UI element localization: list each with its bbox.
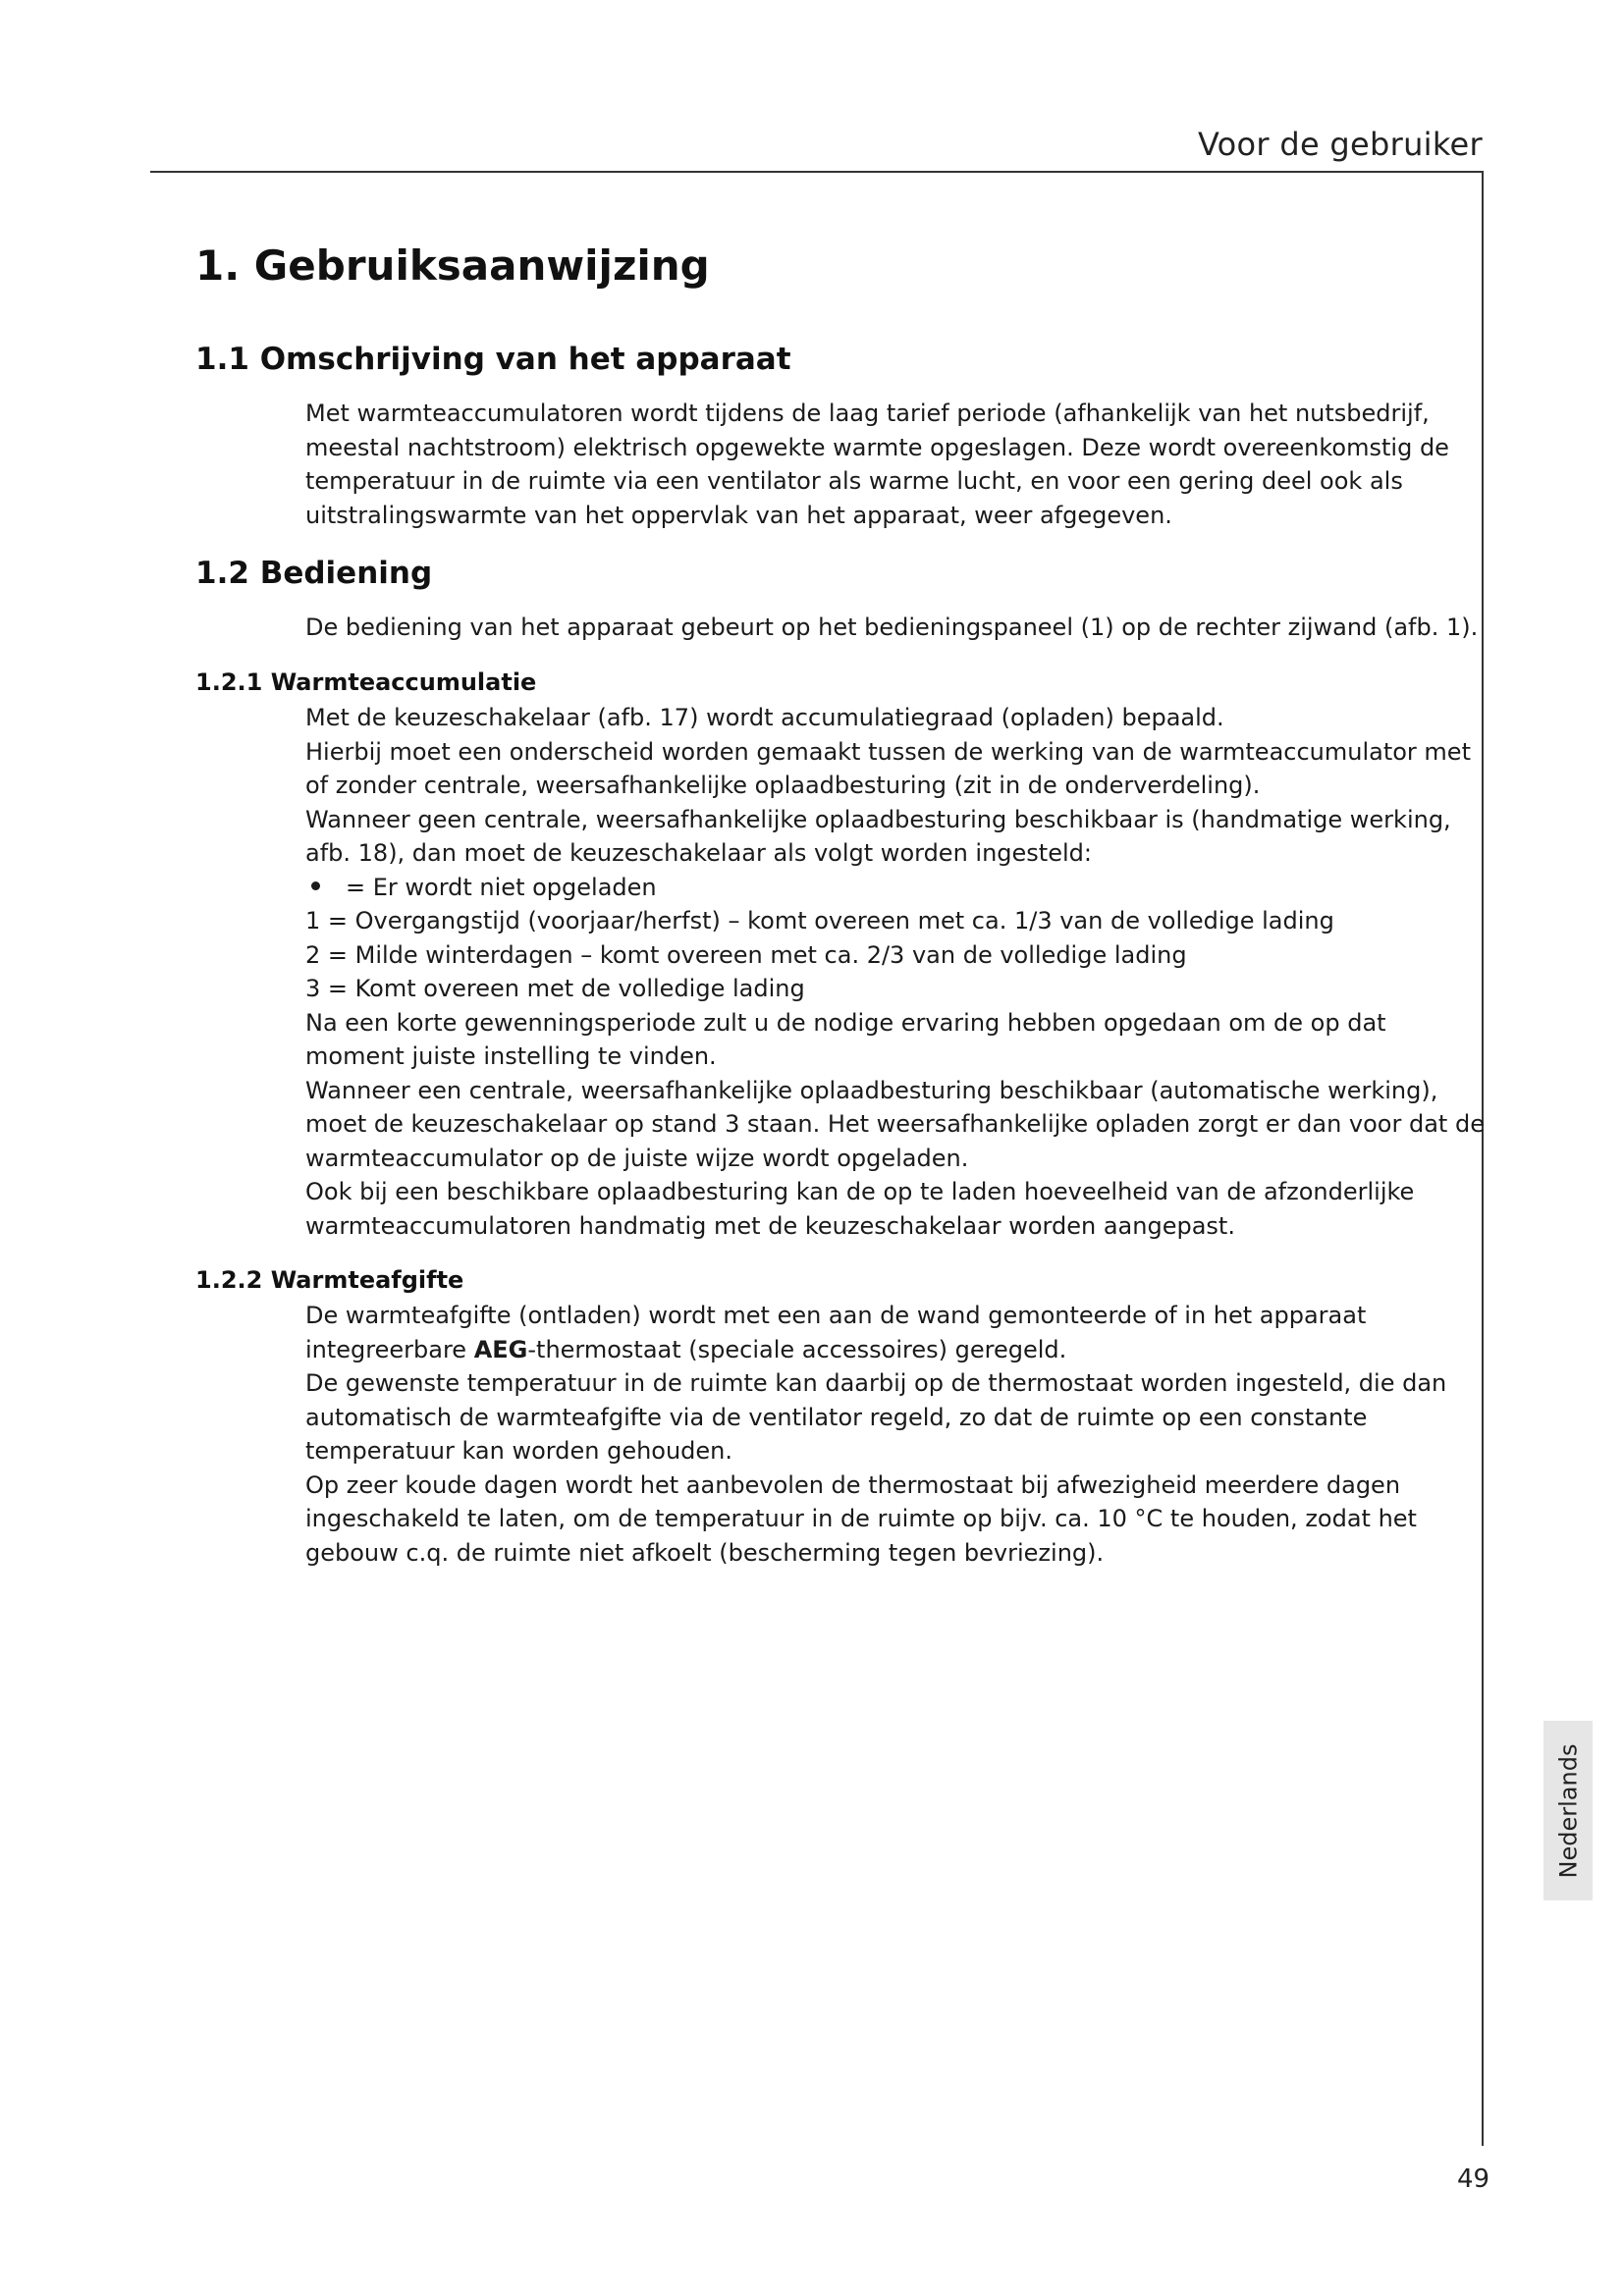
language-tab-label: Nederlands [1554,1743,1583,1878]
paragraph-line [305,1333,1446,1367]
paragraph-line: temperatuur kan worden gehouden. [305,1437,733,1465]
section-1-1-title: 1.1 Omschrijving van het apparaat [195,342,791,377]
section-1-2-title: 1.2 Bediening [195,556,433,591]
list-item: 1 = Overgangstijd (voorjaar/herfst) – komt overeen met ca. 1/3 van de volledige lading [305,907,1334,934]
paragraph-line: ingeschakeld te laten, om de temperatuur in de ruimte op bijv. ca. 10 °C te houden, zodat het [305,1505,1417,1532]
section-1-2-2-body [305,1299,1446,1570]
paragraph-line: Met warmteaccumulatoren wordt tijdens de laag tarief periode (afhankelijk van het nutsbedrijf, [305,400,1430,427]
paragraph-line: moment juiste instelling te vinden. [305,1042,717,1070]
paragraph-line: temperatuur in de ruimte via een ventilator als warme lucht, en voor een gering deel ook als [305,467,1403,495]
paragraph-line: automatisch de warmteafgifte via de ventilator regeld, zo dat de ruimte op een constante [305,1403,1368,1431]
section-1-2-1-body [305,701,1485,1243]
paragraph-line: De gewenste temperatuur in de ruimte kan daarbij op de thermostaat worden ingesteld, die dan [305,1369,1447,1397]
paragraph-line: moet de keuzeschakelaar op stand 3 staan. Het weersafhankelijke opladen zorgt er dan voor dat de [305,1110,1485,1138]
list-item: 3 = Komt overeen met de volledige lading [305,975,805,1002]
paragraph-line: afb. 18), dan moet de keuzeschakelaar als volgt worden ingesteld: [305,839,1092,867]
page-number: 49 [1457,2164,1490,2194]
paragraph-line: De bediening van het apparaat gebeurt op het bedieningspaneel (1) op de rechter zijwand (afb. 1). [305,614,1479,641]
paragraph-line: of zonder centrale, weersafhankelijke oplaadbesturing (zit in de onderverdeling). [305,772,1261,799]
running-header: Voor de gebruiker [1197,126,1483,163]
paragraph-line: Wanneer geen centrale, weersafhankelijke oplaadbesturing beschikbaar is (handmatige werking, [305,805,1451,833]
section-1-1-body [305,397,1449,532]
header-rule [150,171,1484,173]
brand-name: AEG [473,1335,528,1363]
paragraph-line: Met de keuzeschakelaar (afb. 17) wordt accumulatiegraad (opladen) bepaald. [305,704,1224,731]
paragraph-line: gebouw c.q. de ruimte niet afkoelt (bescherming tegen bevriezing). [305,1538,1105,1567]
list-item: 2 = Milde winterdagen – komt overeen met ca. 2/3 van de volledige lading [305,940,1187,969]
section-1-2-2-title: 1.2.2 Warmteafgifte [195,1266,464,1294]
paragraph-line: Na een korte gewenningsperiode zult u de nodige ervaring hebben opgedaan om de op dat [305,1008,1386,1037]
bullet-dot-icon [311,881,320,890]
paragraph-line: warmteaccumulator op de juiste wijze wordt opgeladen. [305,1144,969,1172]
text-run: -thermostaat (speciale accessoires) geregeld. [527,1335,1067,1363]
chapter-title: 1. Gebruiksaanwijzing [195,241,710,290]
section-1-2-body [305,611,1478,645]
paragraph-line: De warmteafgifte (ontladen) wordt met een aan de wand gemonteerde of in het apparaat [305,1302,1367,1329]
language-tab [1543,1721,1593,1900]
paragraph-line: Ook bij een beschikbare oplaadbesturing kan de op te laden hoeveelheid van de afzonderlijke [305,1178,1415,1205]
paragraph-line: Wanneer een centrale, weersafhankelijke oplaadbesturing beschikbaar (automatische werking), [305,1076,1438,1104]
paragraph-line: warmteaccumulatoren handmatig met de keuzeschakelaar worden aangepast. [305,1211,1235,1240]
section-1-2-1-title: 1.2.1 Warmteaccumulatie [195,668,537,696]
list-item-text: = Er wordt niet opgeladen [346,873,657,901]
paragraph-line: uitstralingswarmte van het oppervlak van het apparaat, weer afgegeven. [305,501,1172,529]
paragraph-line: Op zeer koude dagen wordt het aanbevolen de thermostaat bij afwezigheid meerdere dagen [305,1470,1401,1499]
list-item-off [305,871,1485,905]
paragraph-line: Hierbij moet een onderscheid worden gemaakt tussen de werking van de warmteaccumulator met [305,737,1471,766]
paragraph-line: meestal nachtstroom) elektrisch opgewekte warmte opgeslagen. Deze wordt overeenkomstig de [305,433,1449,461]
text-run: integreerbare [305,1335,474,1363]
